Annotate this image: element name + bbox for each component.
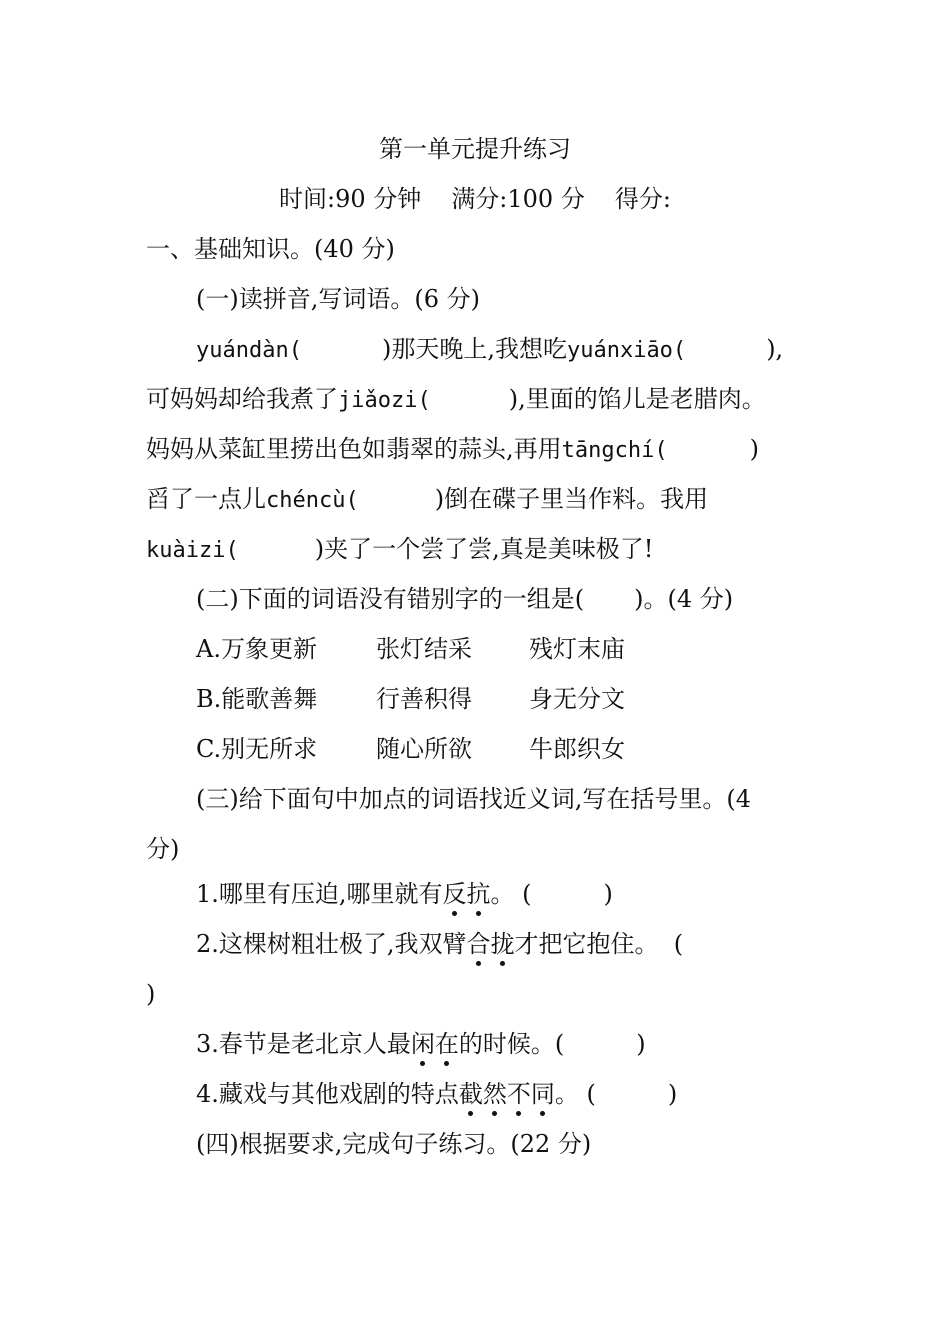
option-b: B.能歌善舞 行善积得 身无分文 xyxy=(196,685,625,713)
pinyin-line-4: 舀了一点儿chéncù( )倒在碟子里当作料。我用 xyxy=(146,485,709,513)
question-1: 1.哪里有压迫,哪里就有反抗。 ( ) xyxy=(196,880,613,908)
part2-heading: (二)下面的词语没有错别字的一组是( )。(4 分) xyxy=(196,585,734,613)
dotted-char: 抗 xyxy=(466,880,491,908)
dotted-char: 截 xyxy=(458,1080,483,1108)
dotted-char: 不 xyxy=(506,1080,531,1108)
part1-heading: (一)读拼音,写词语。(6 分) xyxy=(196,285,480,313)
exam-meta xyxy=(0,183,950,215)
question-3: 3.春节是老北京人最闲在的时候。( ) xyxy=(196,1030,646,1058)
dotted-char: 同 xyxy=(530,1080,555,1108)
part4-heading: (四)根据要求,完成句子练习。(22 分) xyxy=(196,1130,592,1158)
page-title: 第一单元提升练习 xyxy=(379,135,571,163)
question-2-close: ) xyxy=(146,980,156,1008)
part3-heading-cont: 分) xyxy=(146,835,180,863)
pinyin-line-3: 妈妈从菜缸里捞出色如翡翠的蒜头,再用tāngchí( ) xyxy=(146,435,759,463)
question-2: 2.这棵树粗壮极了,我双臂合拢才把它抱住。 ( xyxy=(196,930,684,958)
dotted-char: 然 xyxy=(482,1080,507,1108)
dotted-char: 反 xyxy=(442,880,467,908)
pinyin-line-2: 可妈妈却给我煮了jiǎozi( ),里面的馅儿是老腊肉。 xyxy=(146,385,766,413)
pinyin-line-5: kuàizi( )夹了一个尝了尝,真是美味极了! xyxy=(146,535,654,563)
dotted-char: 闲 xyxy=(410,1030,435,1058)
option-a: A.万象更新 张灯结采 残灯末庙 xyxy=(196,635,625,663)
score-field: 得分: xyxy=(614,185,671,213)
option-c: C.别无所求 随心所欲 牛郎织女 xyxy=(196,735,625,763)
part3-heading: (三)给下面句中加点的词语找近义词,写在括号里。(4 xyxy=(196,785,751,813)
full-score: 满分:100 分 xyxy=(451,185,585,213)
dotted-char: 拢 xyxy=(490,930,515,958)
pinyin-line-1: yuándàn( )那天晚上,我想吃yuánxiāo( ), xyxy=(196,335,784,363)
time-limit: 时间:90 分钟 xyxy=(279,185,422,213)
dotted-char: 合 xyxy=(466,930,491,958)
question-4: 4.藏戏与其他戏剧的特点截然不同。 ( ) xyxy=(196,1080,678,1108)
dotted-char: 在 xyxy=(434,1030,459,1058)
section-heading: 一、基础知识。(40 分) xyxy=(146,235,395,263)
